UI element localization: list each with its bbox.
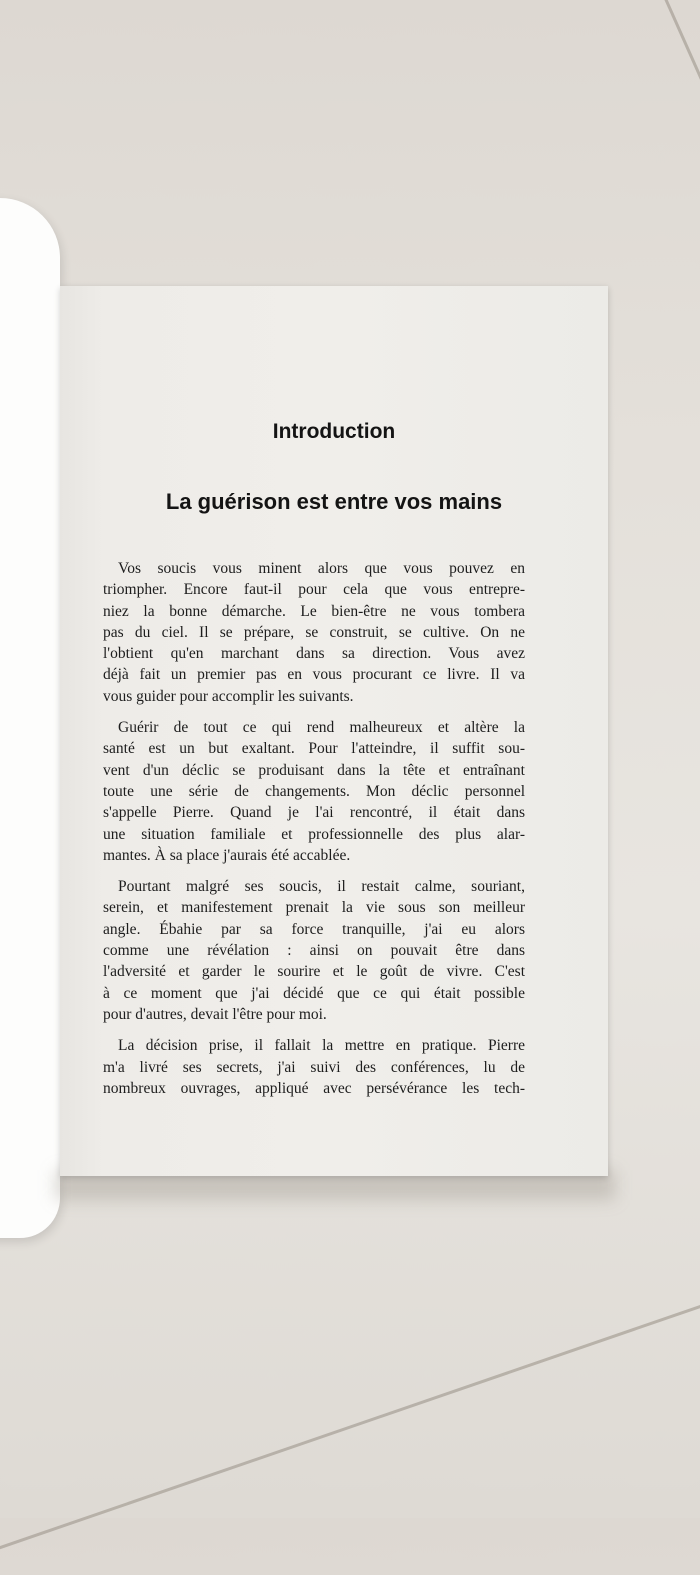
text-line: l'obtient qu'en marchant dans sa direction. Vous avez [103,645,525,663]
floor-tile-seam [0,1305,700,1575]
text-line: comme une révélation : ainsi on pouvait être dans [103,942,525,960]
text-line: Pourtant malgré ses soucis, il restait calme, souriant, [118,878,525,896]
text-line: mantes. À sa place j'aurais été accablée. [103,846,351,864]
text-line: nombreux ouvrages, appliqué avec persévérance les tech- [103,1079,525,1097]
text-line: à ce moment que j'ai décidé que ce qui était possible [103,984,525,1002]
chapter-heading: Introduction [272,420,396,443]
text-line: toute une série de changements. Mon déclic personnel [103,782,525,800]
floor-tile-seam [660,0,700,164]
text-line: La décision prise, il fallait la mettre en pratique. Pierre [118,1037,525,1055]
text-line: s'appelle Pierre. Quand je l'ai rencontré, il était dans [103,804,525,822]
text-line: Vos soucis vous minent alors que vous pouvez en [118,560,525,577]
paragraph [103,1035,525,1099]
text-line: niez la bonne démarche. Le bien-être ne vous tombera [103,602,525,620]
paragraph [103,558,525,707]
text-line: santé est un but exaltant. Pour l'atteindre, il suffit sou- [103,740,525,758]
paragraph [103,876,525,1025]
paragraph [103,717,525,866]
text-line: pas du ciel. Il se prépare, se construit, se cultive. On ne [103,623,525,641]
text-line: l'adversité et garder le sourire et le goût de vivre. C'est [103,963,525,981]
text-line: serein, et manifestement prenait la vie sous son meilleur [103,899,525,917]
text-line: vous guider pour accomplir les suivants. [103,687,354,705]
book-page [60,286,608,1176]
text-line: Guérir de tout ce qui rend malheureux et altère la [118,719,525,737]
text-line: angle. Ébahie par sa force tranquille, j'ai eu alors [103,920,525,938]
chapter-title: La guérison est entre vos mains [165,489,503,514]
text-line: pour d'autres, devait l'être pour moi. [103,1005,327,1023]
text-line: une situation familiale et professionnelle des plus alar- [103,825,525,843]
text-line: m'a livré ses secrets, j'ai suivi des conférences, lu de [103,1058,525,1076]
text-line: déjà fait un premier pas en vous procurant ce livre. Il va [103,666,525,684]
book-left-page-stack [0,198,60,1238]
text-line: triompher. Encore faut-il pour cela que vous entrepre- [103,581,525,599]
text-line: vent d'un déclic se produisant dans la tête et entraînant [103,761,525,779]
body-text [103,558,525,1109]
